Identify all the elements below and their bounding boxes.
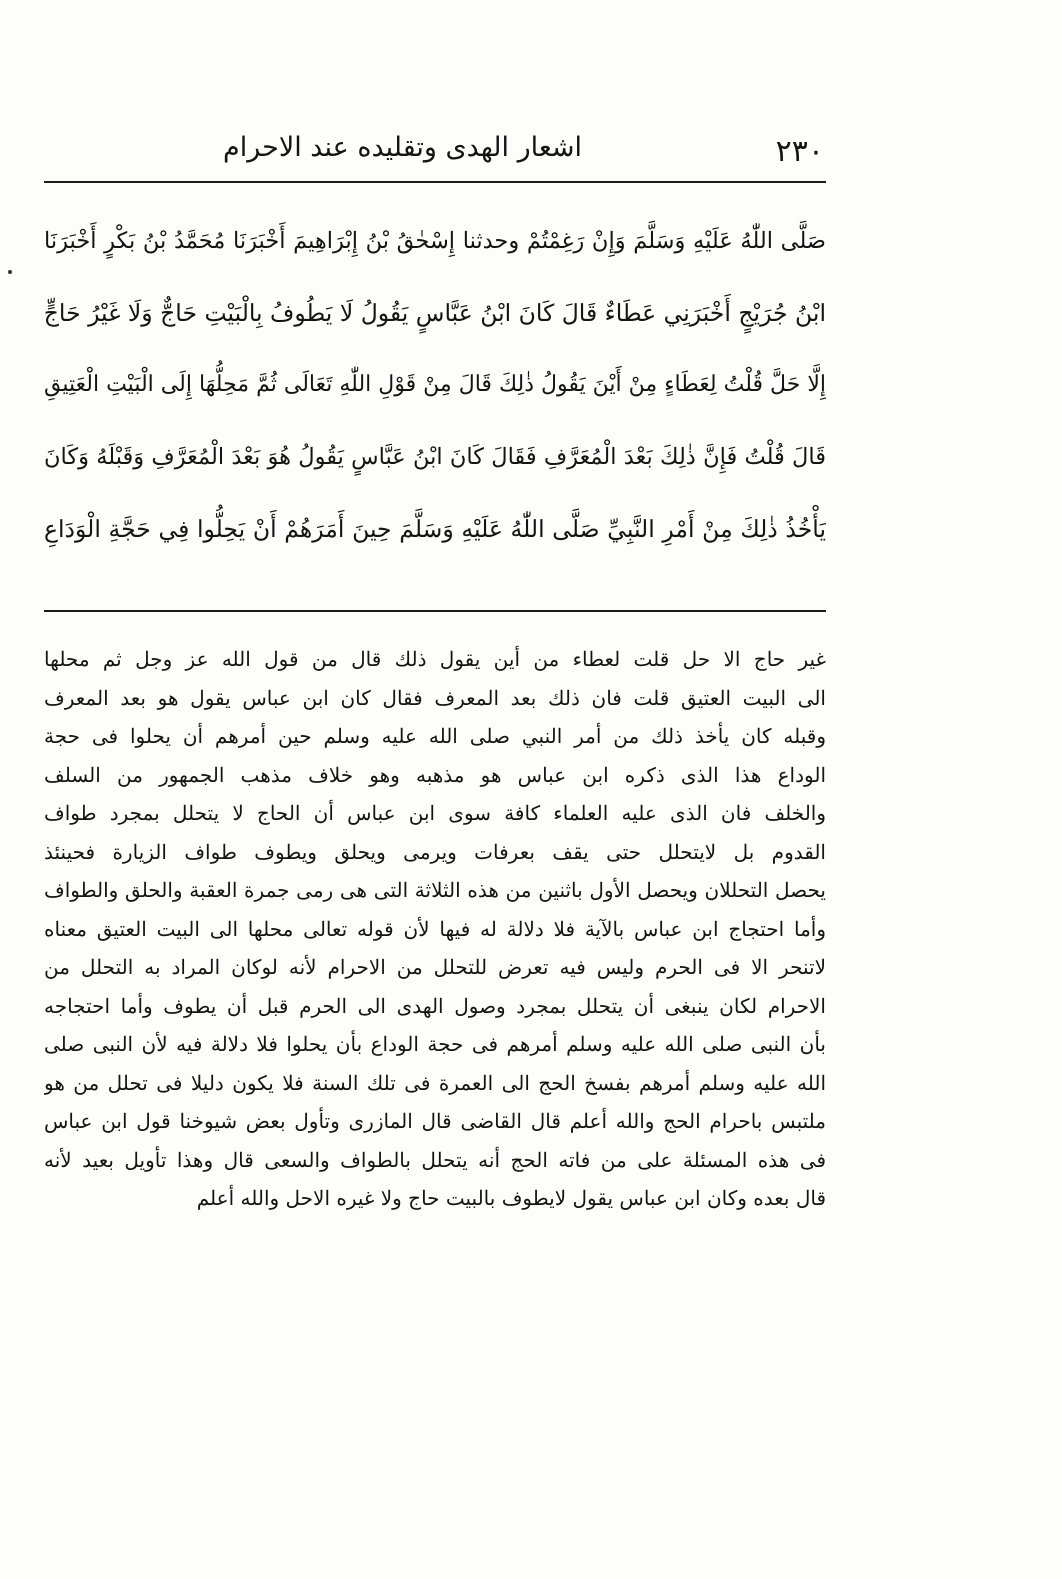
hadith-line: ابْنُ جُرَيْجٍ أَخْبَرَنِي عَطَاءٌ قَالَ كَانَ ابْنُ عَبَّاسٍ يَقُولُ لَا يَطُوفُ بِالْبَيْتِ حَاجٌّ وَلَا غَيْرُ حَاجٍّ (44, 299, 826, 327)
commentary-line: القدوم بل لايتحلل حتى يقف بعرفات ويرمى ويحلق ويطوف طواف الزيارة فحينئذ (44, 839, 826, 864)
margin-dot (8, 270, 12, 274)
commentary-line: غير حاج الا حل قلت لعطاء من أين يقول ذلك قال من قول الله عز وجل ثم محلها (44, 647, 826, 671)
hadith-line: قَالَ قُلْتُ فَإِنَّ ذٰلِكَ بَعْدَ الْمُعَرَّفِ فَقَالَ كَانَ ابْنُ عَبَّاسٍ يَقُولُ هُوَ بَعْدَ الْمُعَرَّفِ وَقَبْلَهُ وَكَانَ (44, 444, 826, 470)
commentary-line: قال بعده وكان ابن عباس يقول لايطوف بالبيت حاج ولا غيره الاحل والله أعلم (196, 1186, 826, 1210)
commentary-line: لاتنحر الا فى الحرم وليس فيه تعرض للتحلل من الاحرام لأنه لوكان المراد به التحلل من (44, 955, 826, 979)
commentary-line: الى البيت العتيق قلت فان ذلك بعد المعرف فقال كان ابن عباس يقول هو بعد المعرف (44, 685, 826, 710)
section-divider (44, 610, 826, 612)
commentary-text (44, 640, 826, 1218)
commentary-line: الله عليه وسلم أمرهم بفسخ الحج الى العمرة فى تلك السنة فلا يكون دليلا فى تحلل من هو (44, 1070, 826, 1095)
commentary-line: بأن النبى صلى الله عليه وسلم أمرهم فى حجة الوداع بأن يحلوا فلا دلالة فيه لأن النبى صلى (44, 1032, 826, 1056)
hadith-line: صَلَّى اللّٰهُ عَلَيْهِ وَسَلَّمَ وَإِنْ رَغِمْتُمْ وحدثنا إِسْحٰقُ بْنُ إِبْرَاهِيمَ أَخْبَرَنَا مُحَمَّدُ بْنُ بَكْرٍ أَخْبَرَنَا (44, 228, 826, 254)
commentary-line: وقبله كان يأخذ ذلك من أمر النبي صلى الله عليه وسلم حين أمرهم أن يحلوا فى حجة (44, 724, 826, 748)
header-rule (44, 181, 826, 183)
commentary-line: ملتبس باحرام الحج والله أعلم قال القاضى قال المازرى وتأول بعض شيوخنا قول ابن عباس (44, 1109, 826, 1133)
running-title: اشعار الهدى وتقليده عند الاحرام (223, 132, 582, 163)
page-number: ٢٣٠ (775, 134, 824, 169)
commentary-line: والخلف فان الذى عليه العلماء كافة سوى ابن عباس أن الحاج لا يتحلل بمجرد طواف (44, 801, 826, 825)
commentary-line: يحصل التحللان ويحصل الأول باثنين من هذه الثلاثة التى هى رمى جمرة العقبة والحلق والطواف (44, 878, 826, 902)
page-header (44, 128, 824, 178)
commentary-line: الوداع هذا الذى ذكره ابن عباس هو مذهبه وهو خلاف مذهب الجمهور من السلف (44, 762, 826, 787)
hadith-line: يَأْخُذُ ذٰلِكَ مِنْ أَمْرِ النَّبِيِّ صَلَّى اللّٰهُ عَلَيْهِ وَسَلَّمَ حِينَ أَمَرَهُمْ أَنْ يَحِلُّوا فِي حَجَّةِ الْوَدَاعِ (44, 515, 826, 543)
commentary-line: فى هذه المسئلة على من فاته الحج أنه يتحلل بالطواف والسعى قال وهذا تأويل بعيد لأنه (44, 1147, 826, 1172)
commentary-line: الاحرام لكان ينبغى أن يتحلل بمجرد وصول الهدى الى الحرم قبل أن يطوف وأما احتجاجه (44, 993, 826, 1018)
hadith-line: إِلَّا حَلَّ قُلْتُ لِعَطَاءٍ مِنْ أَيْنَ يَقُولُ ذٰلِكَ قَالَ مِنْ قَوْلِ اللّٰهِ تَعَالَى ثُمَّ مَحِلُّهَا إِلَى الْبَيْتِ الْعَتِيقِ (44, 372, 826, 397)
hadith-text (44, 205, 826, 565)
commentary-line: وأما احتجاج ابن عباس بالآية فلا دلالة له فيها لأن قوله تعالى محلها الى البيت العتيق معناه (44, 916, 826, 941)
